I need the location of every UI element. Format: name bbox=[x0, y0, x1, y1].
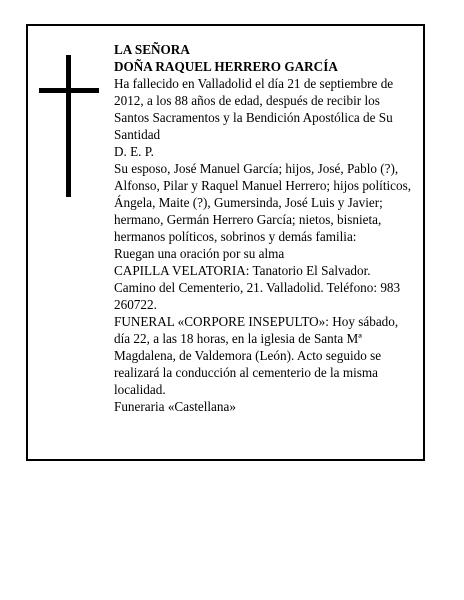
chapel-info: CAPILLA VELATORIA: Tanatorio El Salvador. Camino del Cementerio, 21. Valladolid. Teléfono: 983 260722. bbox=[114, 263, 401, 312]
obituary-text bbox=[114, 41, 414, 415]
death-announcement: Ha fallecido en Valladolid el día 21 de septiembre de 2012, a los 88 años de edad, después de recibir los Santos Sacramentos y la Bendición Apostólica de Su Santidad bbox=[114, 76, 394, 142]
title: LA SEÑORA bbox=[114, 42, 190, 57]
prayer-request: Ruegan una oración por su alma bbox=[114, 246, 285, 261]
funeral-home: Funeraria «Castellana» bbox=[114, 399, 236, 414]
cross-vertical-bar bbox=[66, 55, 71, 197]
obituary-notice bbox=[26, 24, 425, 461]
cross-horizontal-bar bbox=[39, 88, 99, 93]
cross-icon bbox=[39, 55, 99, 197]
family-list: Su esposo, José Manuel García; hijos, José, Pablo (?), Alfonso, Pilar y Raquel Manuel Herrero; hijos políticos, Ángela, Maite (?), Gumersinda, José Luis y Javier; hermano, Germán Herrero García; nietos, bisnieta, hermanos políticos, sobrinos y demás familia: bbox=[114, 161, 412, 244]
deceased-name: DOÑA RAQUEL HERRERO GARCÍA bbox=[114, 59, 338, 74]
dep-line: D. E. P. bbox=[114, 144, 154, 159]
funeral-info: FUNERAL «CORPORE INSEPULTO»: Hoy sábado, día 22, a las 18 horas, en la iglesia de Santa Mª Magdalena, de Valdemora (León). Acto seguido se realizará la conducción al cementerio de la misma localidad. bbox=[114, 314, 399, 397]
